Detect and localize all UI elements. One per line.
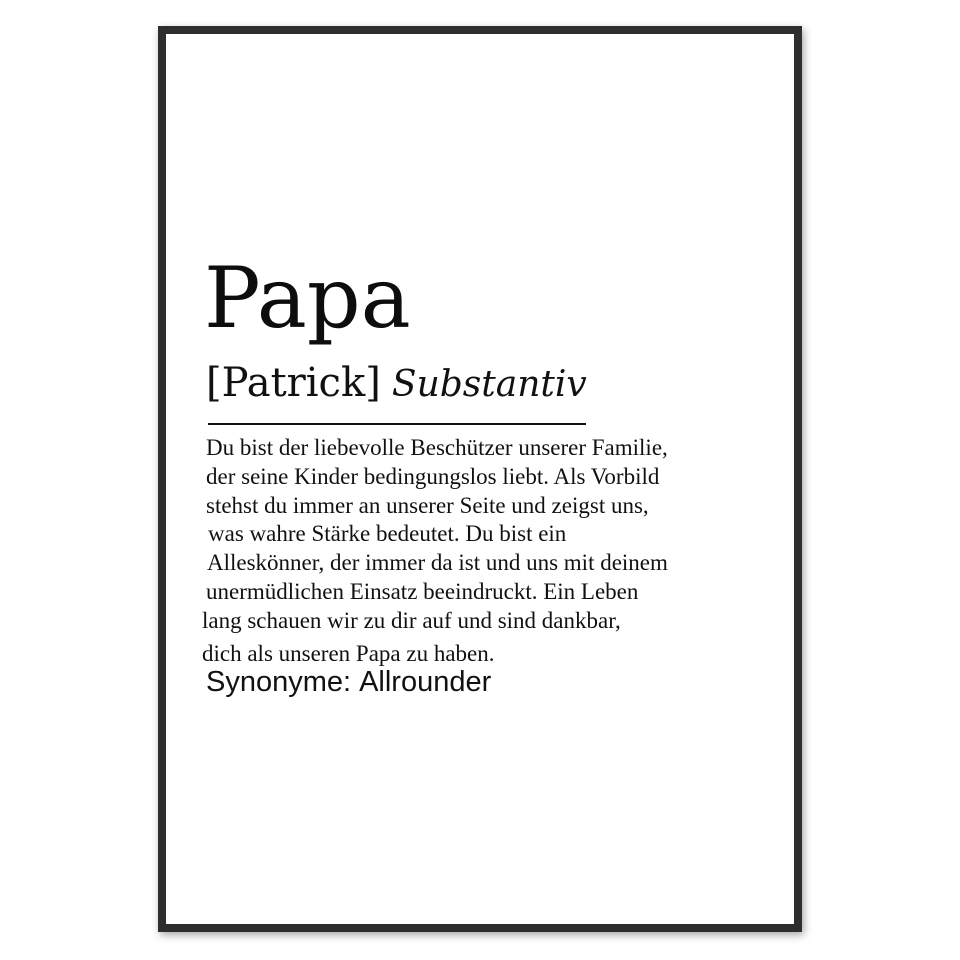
definition-line: was wahre Stärke bedeutet. Du bist ein [208, 521, 567, 547]
pronunciation-line [206, 360, 587, 406]
synonyms-label: Synonyme: [206, 666, 352, 698]
poster-frame [158, 26, 802, 932]
definition-line: lang schauen wir zu dir auf und sind dankbar, [202, 607, 621, 633]
definition-line: stehst du immer an unserer Seite und zeigst uns, [206, 492, 649, 518]
part-of-speech: Substantiv [391, 364, 587, 405]
definition-text [202, 434, 782, 668]
headword-title: Papa [204, 249, 411, 347]
poster-paper [166, 34, 794, 924]
definition-line: Alleskönner, der immer da ist und uns mit deinem [207, 550, 668, 576]
synonyms-value: Allrounder [359, 666, 492, 698]
divider-rule [208, 423, 586, 425]
definition-line: der seine Kinder bedingungslos liebt. Als Vorbild [206, 463, 660, 489]
synonyms-line [206, 666, 491, 699]
definition-line: dich als unseren Papa zu haben. [202, 640, 495, 666]
pronunciation: [Patrick] [206, 360, 381, 406]
definition-line: Du bist der liebevolle Beschützer unserer Familie, [206, 435, 668, 460]
definition-line: unermüdlichen Einsatz beeindruckt. Ein Leben [206, 578, 639, 604]
